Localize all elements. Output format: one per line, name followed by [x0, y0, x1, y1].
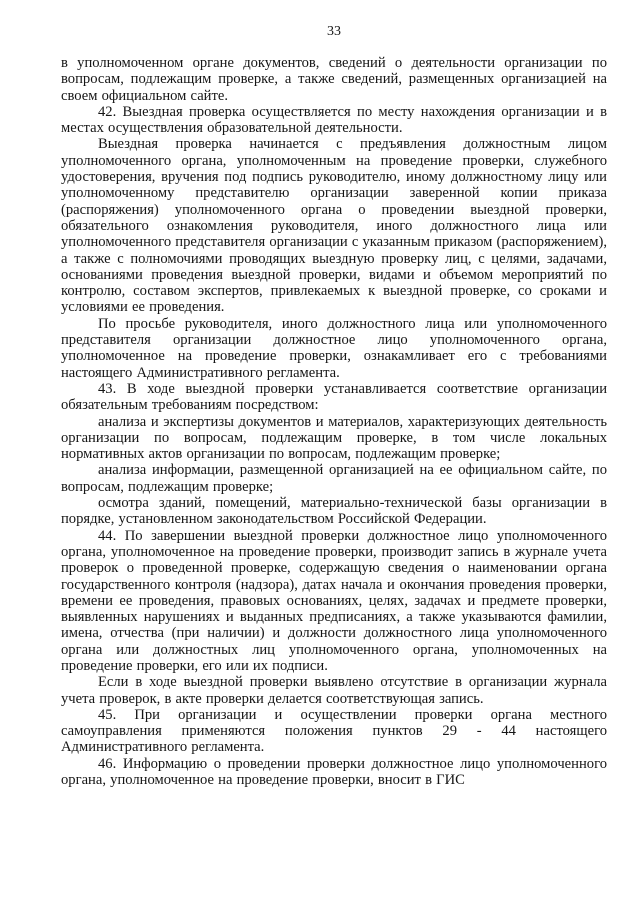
page-number: 33	[327, 24, 341, 39]
paragraph-item-44: 44. По завершении выездной проверки должностное лицо уполномоченного органа, уполномоченное на проведение проверки, производит запись в журнале учета проверок о проведенной проверке, содержащую сведения о наименовании органа государственного контроля (надзора), датах начала и окончания проведения проверки, времени ее проведения, правовых основаниях, целях, задачах и предмете проверки, выявленных нарушениях и выданных предписаниях, а также указываются фамилии, имена, отчества (при наличии) и должности должностного лица уполномоченного органа или должностных лиц уполномоченного органа, уполномоченных на проведение проверки, его или их подписи.	[61, 527, 607, 674]
paragraph-item-46: 46. Информацию о проведении проверки должностное лицо уполномоченного органа, уполномоченное на проведение проверки, вносит в ГИС	[61, 755, 607, 789]
paragraph-item-42: 42. Выездная проверка осуществляется по месту нахождения организации и в местах осуществления образовательной деятельности.	[61, 103, 607, 137]
paragraph-analysis-documents: анализа и экспертизы документов и материалов, характеризующих деятельность организации по вопросам, подлежащим проверке, в том числе локальных нормативных актов организации по вопросам, подлежащим проверке;	[61, 413, 607, 463]
paragraph-onsite-start: Выездная проверка начинается с предъявления должностным лицом уполномоченного органа, уполномоченным на проведение проверки, служебного удостоверения, вручения под подпись руководителю, иному должностному лицу или уполномоченному представителю организации заверенной копии приказа (распоряжения) уполномоченного органа о проведении выездной проверки, обязательного ознакомления руководителя, иного должностного лица или уполномоченного представителя организации с указанным приказом (распоряжением), а также с полномочиями проводящих выездную проверку лиц, с целями, задачами, основаниями проведения выездной проверки, видами и объемом мероприятий по контролю, составом экспертов, привлекаемых к выездной проверке, со сроками и условиями ее проведения.	[61, 136, 607, 316]
paragraph-inspection-buildings: осмотра зданий, помещений, материально-технической базы организации в порядке, установленном законодательством Российской Федерации.	[61, 495, 607, 528]
paragraph-item-43: 43. В ходе выездной проверки устанавливается соответствие организации обязательным требованиям посредством:	[61, 380, 607, 414]
paragraph-analysis-website: анализа информации, размещенной организацией на ее официальном сайте, по вопросам, подлежащим проверке;	[61, 462, 607, 495]
paragraph-item-45: 45. При организации и осуществлении проверки органа местного самоуправления применяются положения пунктов 29 - 44 настоящего Административного регламента.	[61, 706, 607, 756]
paragraph-journal-absence: Если в ходе выездной проверки выявлено отсутствие в организации журнала учета проверок, в акте проверки делается соответствующая запись.	[61, 674, 607, 707]
paragraph-familiarization: По просьбе руководителя, иного должностного лица или уполномоченного представителя организации должностное лицо уполномоченного органа, уполномоченное на проведение проверки, ознакамливает его с требованиями настоящего Административного регламента.	[61, 315, 607, 381]
paragraph-continuation: в уполномоченном органе документов, сведений о деятельности организации по вопросам, подлежащим проверке, а также сведений, размещенных организацией на своем официальном сайте.	[61, 55, 607, 104]
